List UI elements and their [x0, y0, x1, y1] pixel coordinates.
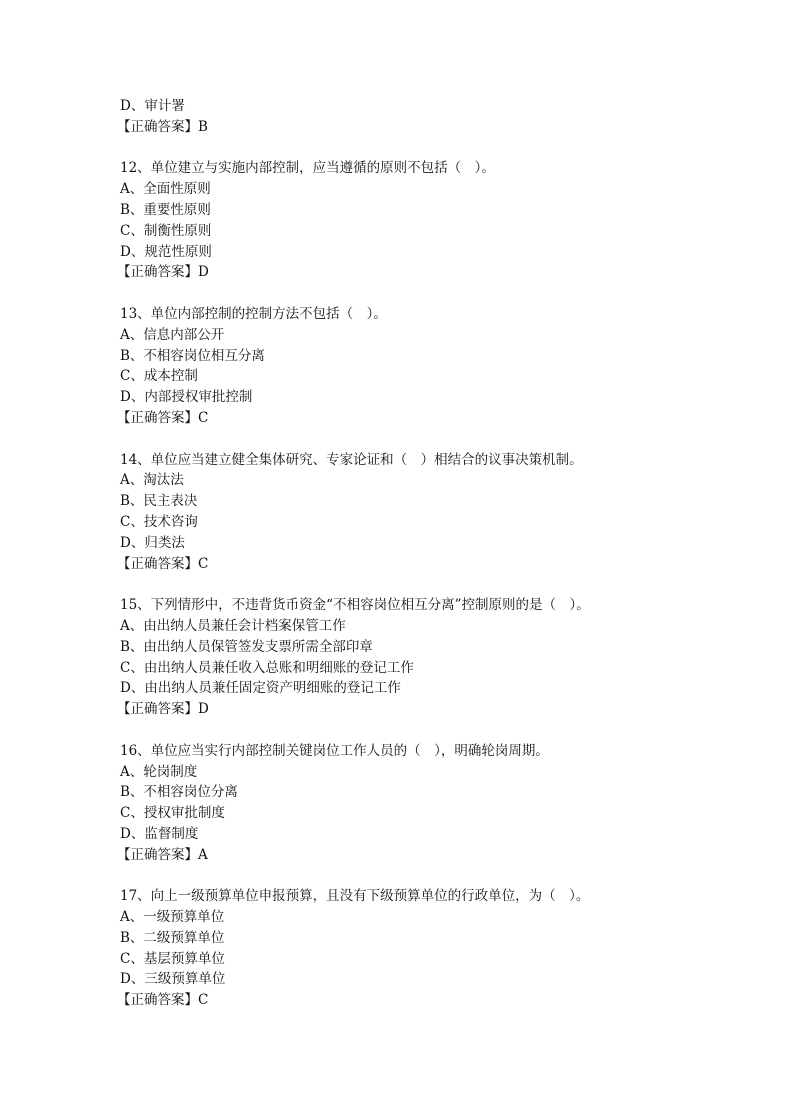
answer-text: 【正确答案】D — [117, 701, 209, 718]
option-text: A、淘汰法 — [120, 472, 184, 489]
question-block — [117, 304, 740, 429]
option-text: A、信息内部公开 — [120, 326, 225, 343]
option-text: D、规范性原则 — [120, 243, 212, 260]
option-text: B、民主表决 — [120, 493, 198, 510]
answer-text: 【正确答案】C — [117, 409, 209, 426]
question-block — [117, 741, 740, 866]
option-text: B、二级预算单位 — [120, 929, 225, 946]
option-text: D、归类法 — [120, 534, 185, 551]
option-text: A、一级预算单位 — [120, 909, 225, 926]
answer-text: 【正确答案】C — [117, 555, 209, 572]
question-stem: 16、单位应当实行内部控制关键岗位工作人员的（ ），明确轮岗周期。 — [120, 742, 549, 759]
question-stem: 12、单位建立与实施内部控制，应当遵循的原则不包括（ ）。 — [120, 160, 495, 177]
option-text: B、由出纳人员保管签发支票所需全部印章 — [120, 638, 373, 655]
option-text: C、授权审批制度 — [120, 805, 225, 822]
option-text: C、技术咨询 — [120, 513, 198, 530]
answer-text: 【正确答案】C — [117, 992, 209, 1009]
option-text: C、基层预算单位 — [120, 950, 225, 967]
question-block — [117, 886, 740, 1011]
question-block — [117, 595, 740, 720]
question-block — [117, 158, 740, 283]
question-stem: 14、单位应当建立健全集体研究、专家论证和（ ）相结合的议事决策机制。 — [120, 451, 583, 468]
option-text: D、内部授权审批控制 — [120, 389, 253, 406]
answer-text: 【正确答案】D — [117, 264, 209, 281]
option-text: C、成本控制 — [120, 368, 198, 385]
option-text: D、由出纳人员兼任固定资产明细账的登记工作 — [120, 680, 401, 697]
option-text: D、监督制度 — [120, 825, 199, 842]
question-block — [117, 450, 740, 575]
option-text: C、制衡性原则 — [120, 222, 212, 239]
option-text: B、不相容岗位相互分离 — [120, 347, 265, 364]
question-stem: 13、单位内部控制的控制方法不包括（ ）。 — [120, 305, 387, 322]
document-page — [117, 96, 740, 1011]
option-text: C、由出纳人员兼任收入总账和明细账的登记工作 — [120, 659, 414, 676]
option-text: A、全面性原则 — [120, 181, 211, 198]
option-text: B、不相容岗位分离 — [120, 784, 238, 801]
option-text: A、由出纳人员兼任会计档案保管工作 — [120, 617, 346, 634]
question-stem: 15、下列情形中，不违背货币资金“不相容岗位相互分离”控制原则的是（ ）。 — [120, 597, 590, 614]
question-stem: 17、向上一级预算单位申报预算，且没有下级预算单位的行政单位，为（ ）。 — [120, 888, 590, 905]
option-text: A、轮岗制度 — [120, 763, 198, 780]
answer-text: 【正确答案】A — [117, 846, 208, 863]
answer-text: 【正确答案】B — [117, 118, 208, 135]
option-text: B、重要性原则 — [120, 201, 211, 218]
option-text: D、三级预算单位 — [120, 971, 226, 988]
option-text: D、审计署 — [120, 98, 185, 114]
